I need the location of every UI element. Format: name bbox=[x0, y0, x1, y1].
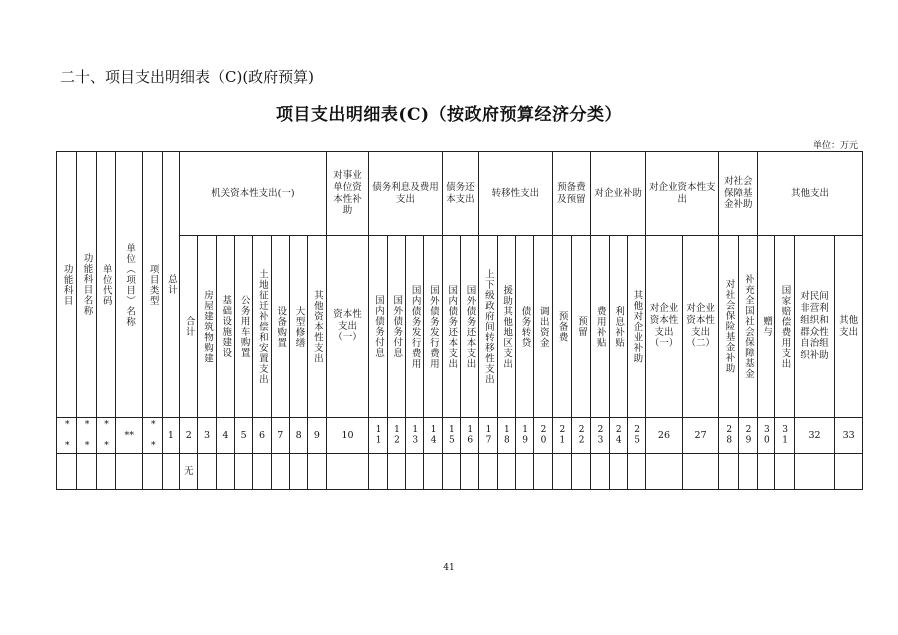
col-header-sub: 国内债务还本支出 bbox=[442, 236, 460, 418]
data-cell bbox=[387, 454, 405, 490]
data-cell bbox=[235, 454, 253, 490]
col-header-sub: 债务转贷 bbox=[515, 236, 533, 418]
col-header-sub: 国外债务还本支出 bbox=[460, 236, 478, 418]
row-code-sub: 29 bbox=[738, 418, 757, 454]
data-cell bbox=[116, 454, 143, 490]
data-cell bbox=[515, 454, 533, 490]
col-header-sub: 国外债务发行费用 bbox=[424, 236, 442, 418]
row-code-sub: 20 bbox=[534, 418, 552, 454]
row-code-sub: 23 bbox=[591, 418, 609, 454]
row-code-sub: 16 bbox=[460, 418, 478, 454]
row-code-sub: 2 bbox=[180, 418, 198, 454]
data-cell bbox=[289, 454, 307, 490]
row-code-sub: 33 bbox=[835, 418, 863, 454]
col-header-sub: 对社会保险基金补助 bbox=[719, 236, 738, 418]
col-header-func-subject: 功能科目 bbox=[57, 152, 77, 418]
col-header-sub: 合计 bbox=[180, 236, 198, 418]
data-cell bbox=[552, 454, 571, 490]
row-code-sub: 24 bbox=[609, 418, 627, 454]
row-code-sub: 7 bbox=[271, 418, 289, 454]
data-cell bbox=[534, 454, 552, 490]
data-cell bbox=[271, 454, 289, 490]
data-cell bbox=[198, 454, 216, 490]
row-code-sub: 32 bbox=[794, 418, 835, 454]
col-header-unit-code: 单位代码 bbox=[96, 152, 115, 418]
expenditure-table bbox=[56, 151, 863, 490]
empty-row-note: 无 bbox=[180, 454, 198, 490]
data-cell bbox=[77, 454, 96, 490]
data-cell bbox=[369, 454, 387, 490]
row-code-sub: 6 bbox=[253, 418, 271, 454]
row-code-sub: 3 bbox=[198, 418, 216, 454]
col-header-sub: 预备费 bbox=[552, 236, 571, 418]
row-code-sub: 17 bbox=[479, 418, 497, 454]
page-number: 41 bbox=[443, 563, 455, 573]
data-cell bbox=[758, 454, 775, 490]
col-header-sub: 对企业资本性支出（一） bbox=[646, 236, 683, 418]
code-row bbox=[57, 418, 863, 454]
data-cell bbox=[460, 454, 478, 490]
row-code-sub: 14 bbox=[424, 418, 442, 454]
col-header-sub: 大型修缮 bbox=[289, 236, 307, 418]
data-cell bbox=[627, 454, 645, 490]
row-code-sub: 22 bbox=[571, 418, 590, 454]
data-cell bbox=[57, 454, 77, 490]
row-code-left: * * bbox=[96, 418, 115, 454]
row-code-sub: 27 bbox=[682, 418, 719, 454]
col-header-project-type: 项目类型 bbox=[143, 152, 162, 418]
data-cell bbox=[609, 454, 627, 490]
data-cell bbox=[308, 454, 326, 490]
col-header-sub: 国内债务发行费用 bbox=[405, 236, 423, 418]
row-code-sub: 5 bbox=[235, 418, 253, 454]
data-cell bbox=[424, 454, 442, 490]
row-code-sub: 8 bbox=[289, 418, 307, 454]
row-code-sub: 4 bbox=[216, 418, 234, 454]
col-header-sub: 公务用车购置 bbox=[235, 236, 253, 418]
data-cell bbox=[442, 454, 460, 490]
data-cell bbox=[719, 454, 738, 490]
data-cell bbox=[835, 454, 863, 490]
row-code-left: ** bbox=[116, 418, 143, 454]
row-code-sub: 11 bbox=[369, 418, 387, 454]
group-header-other: 其他支出 bbox=[758, 152, 863, 236]
col-header-sub: 对民间非营利组织和群众性自治组织补助 bbox=[794, 236, 835, 418]
group-header-reserve: 预备费及预留 bbox=[552, 152, 591, 236]
row-code-sub: 13 bbox=[405, 418, 423, 454]
data-cell bbox=[479, 454, 497, 490]
group-header-capital-subsidy: 对事业单位资本性补助 bbox=[326, 152, 369, 236]
data-cell bbox=[96, 454, 115, 490]
row-code-sub: 26 bbox=[646, 418, 683, 454]
row-code-sub: 21 bbox=[552, 418, 571, 454]
col-header-unit-name: 单位（项目）名称 bbox=[116, 152, 143, 418]
col-header-sub: 土地征迁补偿和安置支出 bbox=[253, 236, 271, 418]
col-header-sub: 援助其他地区支出 bbox=[497, 236, 515, 418]
group-header-debt-interest: 债务利息及费用支出 bbox=[369, 152, 442, 236]
data-cell bbox=[162, 454, 179, 490]
col-header-sub: 费用补贴 bbox=[591, 236, 609, 418]
row-code-sub: 18 bbox=[497, 418, 515, 454]
data-cell bbox=[794, 454, 835, 490]
data-cell bbox=[253, 454, 271, 490]
row-code-left: * * bbox=[143, 418, 162, 454]
col-header-sub: 其他对企业补助 bbox=[627, 236, 645, 418]
data-cell bbox=[497, 454, 515, 490]
unit-label: 单位：万元 bbox=[812, 141, 858, 151]
group-header-social-security: 对社会保障基金补助 bbox=[719, 152, 758, 236]
row-code-sub: 25 bbox=[627, 418, 645, 454]
col-header-sub: 对企业资本性支出（二） bbox=[682, 236, 719, 418]
row-code-sub: 10 bbox=[326, 418, 369, 454]
row-code-sub: 19 bbox=[515, 418, 533, 454]
group-header-enterprise-capital: 对企业资本性支出 bbox=[646, 152, 719, 236]
col-header-sub: 资本性支出（一） bbox=[326, 236, 369, 418]
row-code-left: * * bbox=[57, 418, 77, 454]
row-code-sub: 30 bbox=[758, 418, 775, 454]
col-header-sub: 利息补贴 bbox=[609, 236, 627, 418]
row-code-sub: 15 bbox=[442, 418, 460, 454]
group-header-capital-expenditure: 机关资本性支出(一) bbox=[180, 152, 327, 236]
col-header-sub: 国内债务付息 bbox=[369, 236, 387, 418]
data-cell bbox=[775, 454, 794, 490]
data-cell bbox=[405, 454, 423, 490]
col-header-sub: 房屋建筑物购建 bbox=[198, 236, 216, 418]
data-cell bbox=[143, 454, 162, 490]
data-cell bbox=[682, 454, 719, 490]
col-header-sub: 设备购置 bbox=[271, 236, 289, 418]
col-header-total: 总计 bbox=[162, 152, 179, 418]
col-header-sub: 国家赔偿费用支出 bbox=[775, 236, 794, 418]
group-header-debt-repayment: 债务还本支出 bbox=[442, 152, 479, 236]
group-header-enterprise-subsidy: 对企业补助 bbox=[591, 152, 646, 236]
col-header-sub: 预留 bbox=[571, 236, 590, 418]
group-header-row bbox=[57, 152, 863, 236]
col-header-sub: 调出资金 bbox=[534, 236, 552, 418]
section-heading: 二十、项目支出明细表（C)(政府预算) bbox=[60, 68, 315, 86]
data-cell bbox=[216, 454, 234, 490]
col-header-sub: 基础设施建设 bbox=[216, 236, 234, 418]
col-header-func-subject-name: 功能科目名称 bbox=[77, 152, 96, 418]
col-header-sub: 上下级政府间转移性支出 bbox=[479, 236, 497, 418]
col-header-sub: 补充全国社会保障基金 bbox=[738, 236, 757, 418]
col-header-sub: 其他资本性支出 bbox=[308, 236, 326, 418]
data-cell bbox=[591, 454, 609, 490]
row-code-sub: 9 bbox=[308, 418, 326, 454]
table-title: 项目支出明细表(C)（按政府预算经济分类） bbox=[275, 105, 623, 125]
group-header-transfer: 转移性支出 bbox=[479, 152, 552, 236]
data-cell bbox=[326, 454, 369, 490]
row-code-sub: 31 bbox=[775, 418, 794, 454]
data-cell bbox=[571, 454, 590, 490]
row-code-sub: 28 bbox=[719, 418, 738, 454]
data-cell bbox=[646, 454, 683, 490]
row-code-sub: 12 bbox=[387, 418, 405, 454]
row-code-left: * * bbox=[77, 418, 96, 454]
col-header-sub: 其他支出 bbox=[835, 236, 863, 418]
row-code-left: 1 bbox=[162, 418, 179, 454]
col-header-sub: 国外债务付息 bbox=[387, 236, 405, 418]
data-cell bbox=[738, 454, 757, 490]
data-row bbox=[57, 454, 863, 490]
col-header-sub: 赠与 bbox=[758, 236, 775, 418]
